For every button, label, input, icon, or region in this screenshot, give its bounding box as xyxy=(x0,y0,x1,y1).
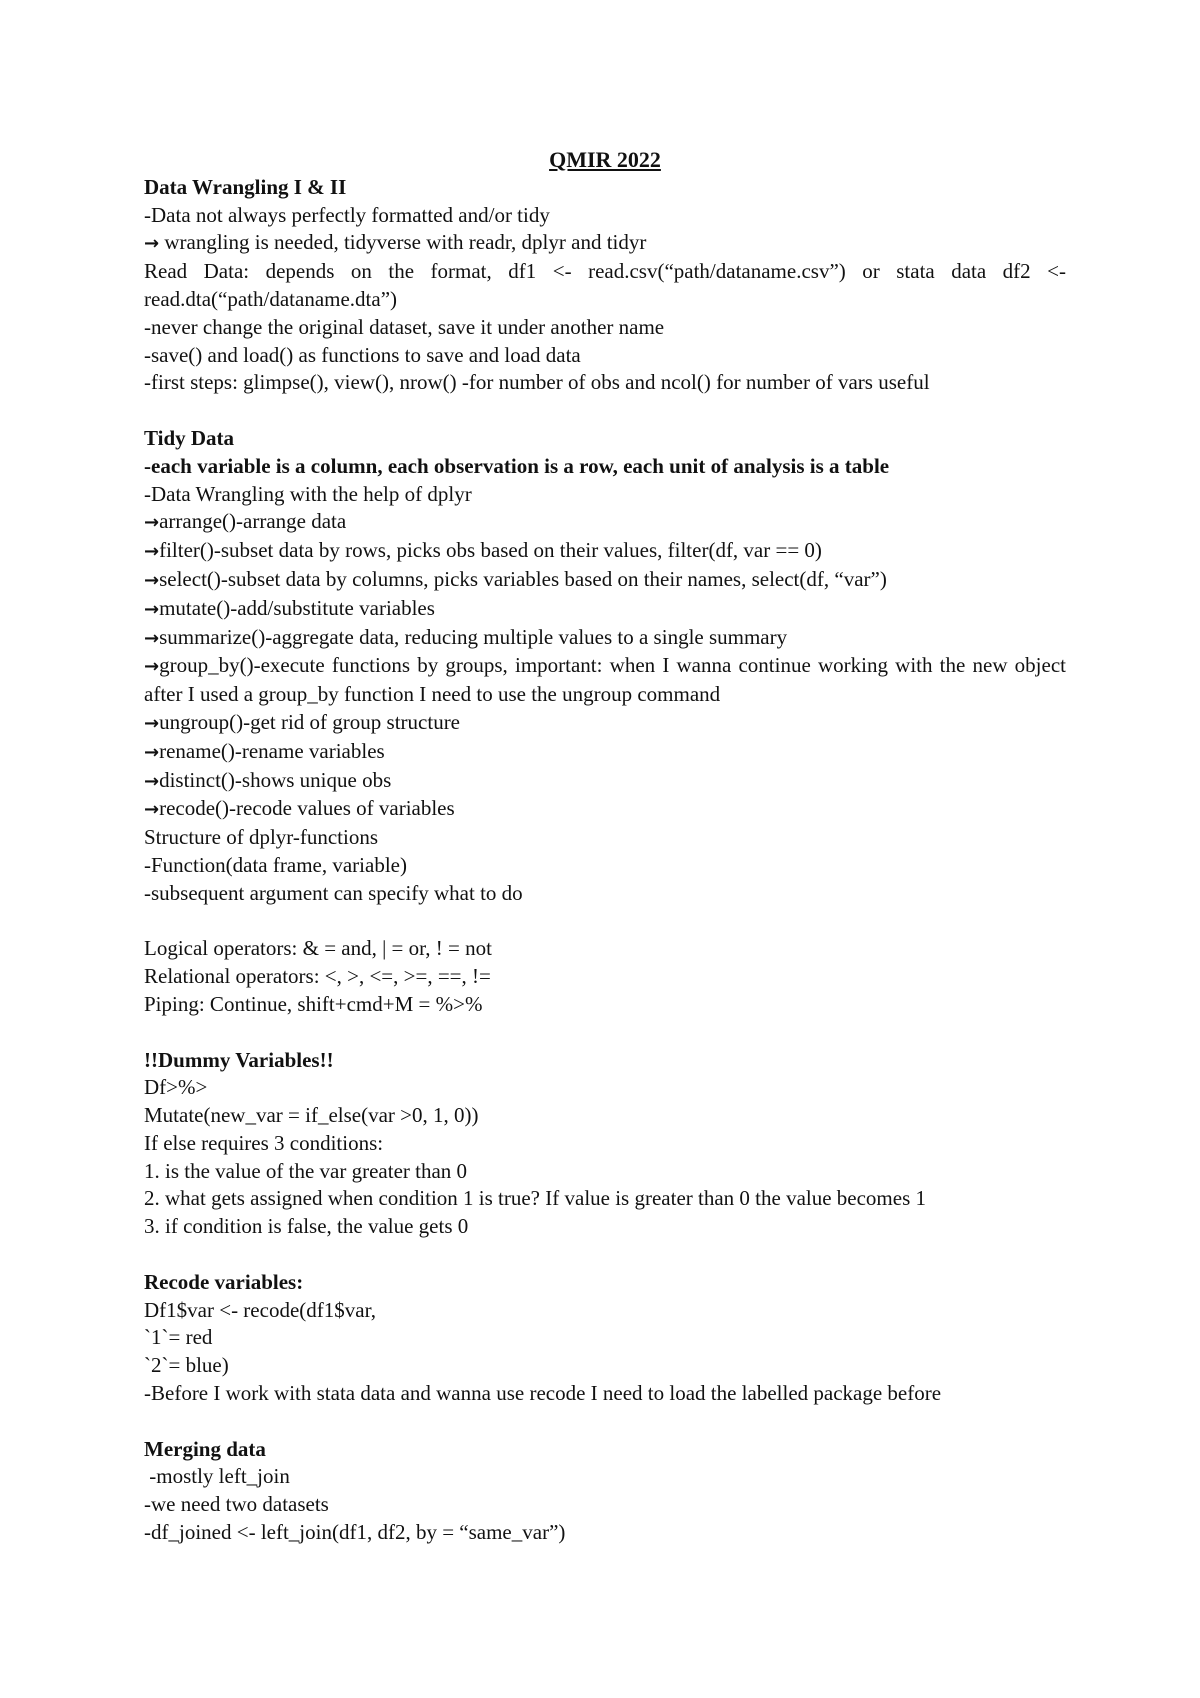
text-line: `1`= red xyxy=(144,1325,213,1350)
list-item-text: distinct()-shows unique obs xyxy=(159,767,392,792)
text-line: 1. is the value of the var greater than 0 xyxy=(144,1158,468,1183)
text-line-piping: Piping: Continue, shift+cmd+M = %>% xyxy=(144,991,483,1016)
section-heading-tidy-data: Tidy Data xyxy=(144,425,235,450)
text-line: 2. what gets assigned when condition 1 is true? If value is greater than 0 the value becomes 1 xyxy=(144,1186,927,1211)
blank-line xyxy=(144,1241,1066,1269)
list-item-text: recode()-recode values of variables xyxy=(159,796,455,821)
list-item-text: ungroup()-get rid of group structure xyxy=(159,709,461,734)
arrow-right-icon: → xyxy=(144,656,160,678)
arrow-right-icon: → xyxy=(144,627,160,649)
list-item-text: select()-subset data by columns, picks variables based on their names, select(df, “var”) xyxy=(159,566,887,591)
arrow-right-icon: → xyxy=(144,598,160,620)
blank-line xyxy=(144,1408,1066,1436)
list-item-text: rename()-rename variables xyxy=(159,738,385,763)
text-line: -df_joined <- left_join(df1, df2, by = “same_var”) xyxy=(144,1520,566,1545)
text-line-relational-operators: Relational operators: <, >, <=, >=, ==, != xyxy=(144,964,491,989)
list-item xyxy=(144,624,1066,653)
arrow-right-icon: → xyxy=(144,770,160,792)
arrow-right-icon: → xyxy=(144,569,160,591)
text-span: wrangling is needed, tidyverse with readr, dplyr and tidyr xyxy=(159,230,647,255)
text-paragraph-read-data: Read Data: depends on the format, df1 <- read.csv(“path/dataname.csv”) or stata data df2 <- read.dta(“path/dataname.dta”) xyxy=(144,259,1066,311)
list-item-text: arrange()-arrange data xyxy=(159,509,347,534)
arrow-right-icon: → xyxy=(144,799,160,821)
text-line-logical-operators: Logical operators: & = and, | = or, ! = not xyxy=(144,936,492,961)
text-paragraph: -Before I work with stata data and wanna use recode I need to load the labelled package before xyxy=(144,1381,942,1406)
list-item xyxy=(144,738,1066,767)
text-line: -Data Wrangling with the help of dplyr xyxy=(144,481,472,506)
list-item-text: mutate()-add/substitute variables xyxy=(159,595,435,620)
list-item xyxy=(144,566,1066,595)
document-title: QMIR 2022 xyxy=(549,147,661,172)
text-line: Mutate(new_var = if_else(var >0, 1, 0)) xyxy=(144,1103,479,1128)
blank-line xyxy=(144,908,1066,936)
list-item-text: filter()-subset data by rows, picks obs based on their values, filter(df, var == 0) xyxy=(159,538,822,563)
list-item-text: group_by()-execute functions by groups, important: when I wanna continue working with the new object after I used a group_by function I need to use the ungroup command xyxy=(144,653,1066,707)
text-line: If else requires 3 conditions: xyxy=(144,1130,384,1155)
text-line: Df>%> xyxy=(144,1075,208,1100)
list-item xyxy=(144,537,1066,566)
text-line: `2`= blue) xyxy=(144,1353,229,1378)
text-line xyxy=(144,229,1066,258)
text-line: Structure of dplyr-functions xyxy=(144,825,379,850)
section-heading-data-wrangling: Data Wrangling I & II xyxy=(144,174,347,199)
list-item xyxy=(144,652,1066,709)
text-line: -mostly left_join xyxy=(144,1464,290,1489)
list-item xyxy=(144,595,1066,624)
text-line: -never change the original dataset, save it under another name xyxy=(144,314,665,339)
text-line: 3. if condition is false, the value gets 0 xyxy=(144,1214,469,1239)
list-item-text: summarize()-aggregate data, reducing multiple values to a single summary xyxy=(159,624,788,649)
list-item xyxy=(144,709,1066,738)
text-line: -subsequent argument can specify what to do xyxy=(144,880,523,905)
section-heading-recode-variables: Recode variables: xyxy=(144,1269,304,1294)
list-item xyxy=(144,767,1066,796)
text-line: -Function(data frame, variable) xyxy=(144,852,407,877)
text-line: Df1$var <- recode(df1$var, xyxy=(144,1297,376,1322)
section-heading-merging-data: Merging data xyxy=(144,1436,266,1461)
arrow-right-icon: → xyxy=(144,233,160,255)
text-line: -we need two datasets xyxy=(144,1492,329,1517)
list-item xyxy=(144,795,1066,824)
section-heading-dummy-variables: !!Dummy Variables!! xyxy=(144,1047,334,1072)
arrow-right-icon: → xyxy=(144,512,160,534)
text-line: -save() and load() as functions to save and load data xyxy=(144,342,581,367)
bold-definition-line: -each variable is a column, each observation is a row, each unit of analysis is a table xyxy=(144,453,890,478)
arrow-right-icon: → xyxy=(144,541,160,563)
arrow-right-icon: → xyxy=(144,712,160,734)
blank-line xyxy=(144,397,1066,425)
text-line: -Data not always perfectly formatted and/or tidy xyxy=(144,202,550,227)
list-item xyxy=(144,508,1066,537)
text-line: -first steps: glimpse(), view(), nrow() -for number of obs and ncol() for number of vars useful xyxy=(144,370,930,395)
blank-line xyxy=(144,1019,1066,1047)
document-page xyxy=(144,146,1066,1547)
arrow-right-icon: → xyxy=(144,741,160,763)
